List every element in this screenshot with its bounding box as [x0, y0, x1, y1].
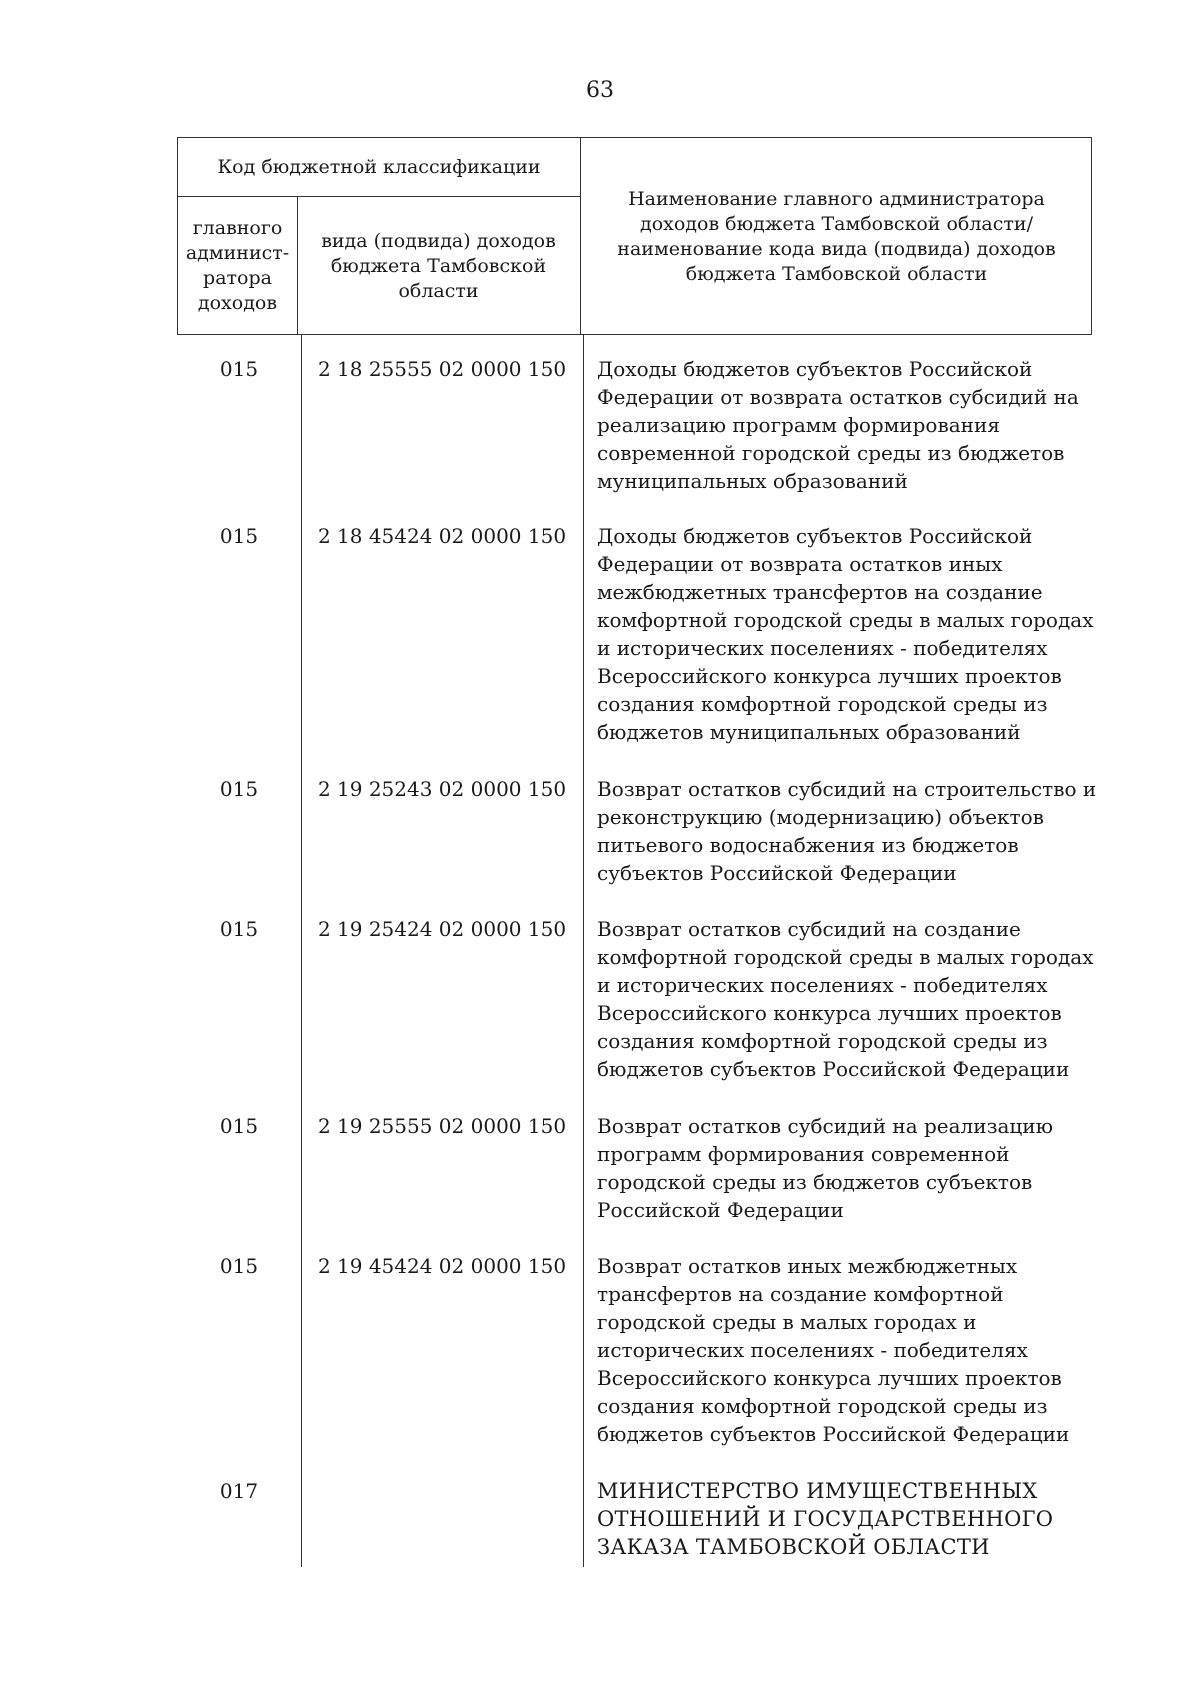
income-code-cell: 2 18 45424 02 0000 150: [317, 524, 567, 548]
ministry-name-cell: МИНИСТЕРСТВО ИМУЩЕСТВЕННЫХ ОТНОШЕНИЙ И ГОСУДАРСТВЕННОГО ЗАКАЗА ТАМБОВСКОЙ ОБЛАСТИ: [597, 1479, 1054, 1559]
table-header: [177, 137, 1092, 335]
admin-code-cell: 017: [219, 1479, 259, 1503]
name-cell: Возврат остатков субсидий на реализацию программ формирования современной городской среды из бюджетов субъектов Российской Федерации: [597, 1114, 1054, 1222]
admin-code-cell: 015: [219, 357, 259, 381]
admin-code-cell: 015: [219, 917, 259, 941]
income-code-cell: 2 19 25555 02 0000 150: [317, 1114, 567, 1138]
name-cell: Доходы бюджетов субъектов Российской Федерации от возврата остатков иных межбюджетных трансфертов на создание комфортной городской среды в малых городах и исторических поселениях - победителях Всероссийского конкурса лучших проектов создания комфортной городской среды из бюджетов муниципальных образований: [597, 524, 1094, 744]
name-cell: Возврат остатков субсидий на строительство и реконструкцию (модернизацию) объектов питьевого водоснабжения из бюджетов субъектов Российской Федерации: [597, 777, 1097, 885]
admin-code-cell: 015: [219, 524, 259, 548]
income-code-cell: 2 19 25424 02 0000 150: [317, 917, 567, 941]
income-code-cell: 2 18 25555 02 0000 150: [317, 357, 567, 381]
admin-code-cell: 015: [219, 1114, 259, 1138]
column-divider: [583, 335, 584, 1567]
admin-code-cell: 015: [219, 1254, 259, 1278]
header-main-administrator: главного админист-ратора доходов: [185, 217, 290, 314]
name-cell: Возврат остатков субсидий на создание комфортной городской среды в малых городах и исторических поселениях - победителях Всероссийского конкурса лучших проектов создания комфортной городской среды из бюджетов субъектов Российской Федерации: [597, 917, 1094, 1081]
name-cell: Возврат остатков иных межбюджетных трансфертов на создание комфортной городской среды в малых городах и исторических поселениях - победителях Всероссийского конкурса лучших проектов создания комфортной городской среды из бюджетов субъектов Российской Федерации: [597, 1254, 1070, 1446]
header-income-type-code: вида (подвида) доходов бюджета Тамбовской области: [321, 229, 556, 302]
income-code-cell: 2 19 25243 02 0000 150: [317, 777, 567, 801]
column-divider: [301, 335, 302, 1567]
header-budget-classification-code: Код бюджетной классификации: [217, 155, 541, 178]
income-code-cell: 2 19 45424 02 0000 150: [317, 1254, 567, 1278]
header-name: Наименование главного администратора доходов бюджета Тамбовской области/наименование кода вида (подвида) доходов бюджета Тамбовской области: [617, 188, 1056, 285]
page-number: 63: [586, 78, 614, 103]
name-cell: Доходы бюджетов субъектов Российской Федерации от возврата остатков субсидий на реализацию программ формирования современной городской среды из бюджетов муниципальных образований: [597, 357, 1079, 493]
admin-code-cell: 015: [219, 777, 259, 801]
